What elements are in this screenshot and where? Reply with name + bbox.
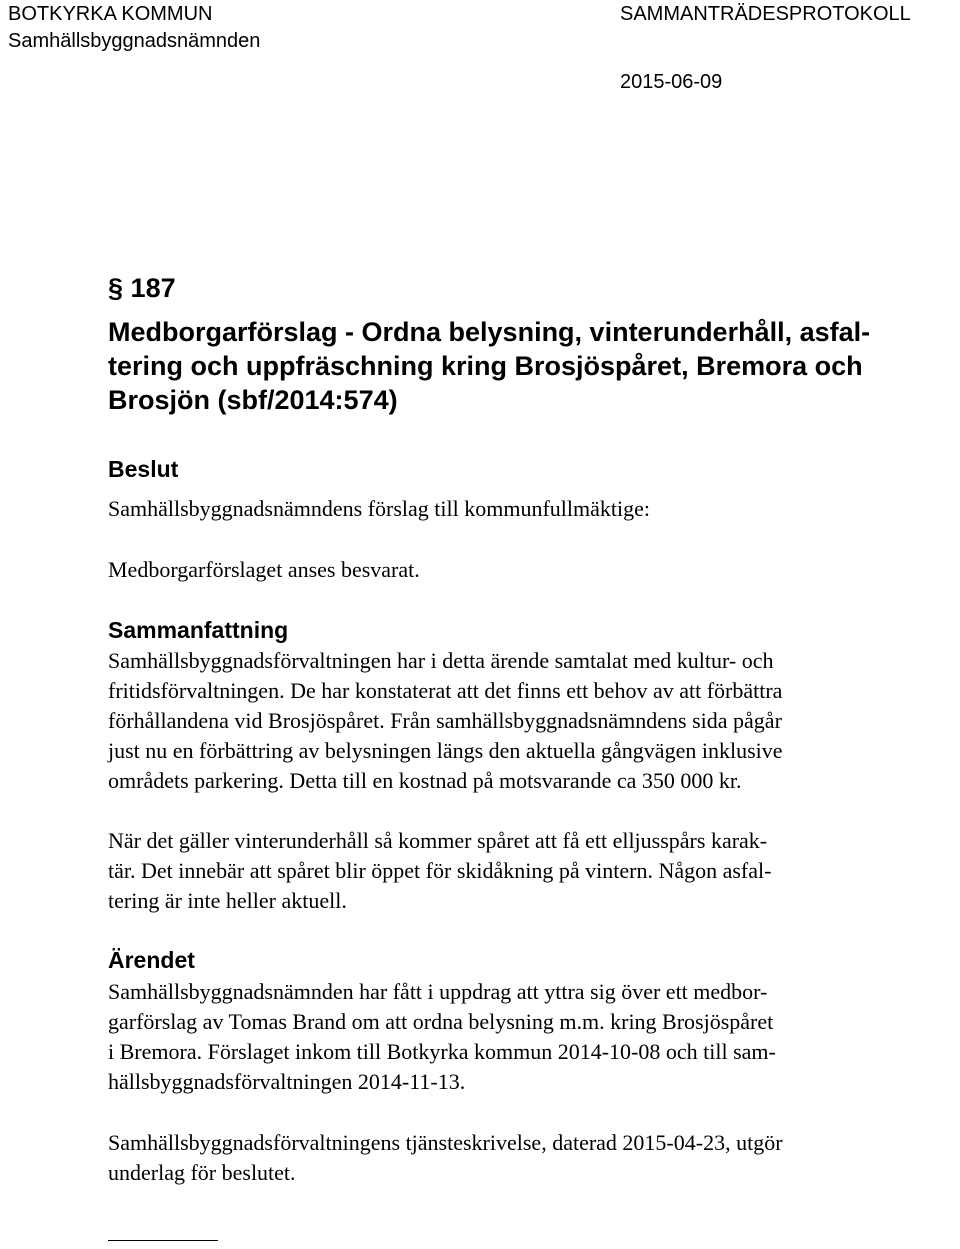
item-title-line: Brosjön (sbf/2014:574)	[108, 385, 398, 415]
text-line: i Bremora. Förslaget inkom till Botkyrka kommun 2014-10-08 och till sam-	[108, 1039, 776, 1064]
item-title-line: Medborgarförslag - Ordna belysning, vinterunderhåll, asfal-	[108, 317, 871, 347]
text-line: När det gäller vinterunderhåll så kommer spåret att få ett elljusspårs karak-	[108, 828, 768, 853]
text-line: områdets parkering. Detta till en kostnad på motsvarande ca 350 000 kr.	[108, 768, 742, 793]
meeting-date: 2015-06-09	[620, 71, 723, 93]
arendet-heading: Ärendet	[108, 947, 195, 973]
text-line: Samhällsbyggnadsförvaltningen har i detta ärende samtalat med kultur- och	[108, 648, 774, 673]
beslut-line: Medborgarförslaget anses besvarat.	[108, 557, 420, 582]
text-line: underlag för beslutet.	[108, 1160, 296, 1185]
board-name: Samhällsbyggnadsnämnden	[8, 30, 261, 52]
text-line: fritidsförvaltningen. De har konstaterat att det finns ett behov av att förbättra	[108, 678, 783, 703]
item-title	[108, 315, 870, 417]
sammanfattning-paragraph-2	[108, 826, 771, 916]
text-line: förhållandena vid Brosjöspåret. Från samhällsbyggnadsnämndens sida pågår	[108, 708, 782, 733]
text-line: just nu en förbättring av belysningen längs den aktuella gångvägen inklusive	[108, 738, 783, 763]
arendet-paragraph-1	[108, 977, 776, 1097]
beslut-line: Samhällsbyggnadsnämndens förslag till kommunfullmäktige:	[108, 496, 650, 521]
item-title-line: tering och uppfräschning kring Brosjöspåret, Bremora och	[108, 351, 863, 381]
document-type: SAMMANTRÄDESPROTOKOLL	[620, 3, 911, 25]
text-line: garförslag av Tomas Brand om att ordna belysning m.m. kring Brosjöspåret	[108, 1009, 774, 1034]
sammanfattning-heading: Sammanfattning	[108, 617, 289, 643]
text-line: hällsbyggnadsförvaltningen 2014-11-13.	[108, 1069, 466, 1094]
arendet-paragraph-2	[108, 1128, 783, 1188]
text-line: tering är inte heller aktuell.	[108, 888, 347, 913]
text-line: Samhällsbyggnadsförvaltningens tjänsteskrivelse, daterad 2015-04-23, utgör	[108, 1130, 783, 1155]
sammanfattning-paragraph-1	[108, 646, 783, 796]
section-number-value: 187	[130, 273, 176, 303]
section-number	[108, 271, 176, 305]
beslut-heading: Beslut	[108, 456, 179, 482]
municipality-name: BOTKYRKA KOMMUN	[8, 3, 213, 25]
section-mark: §	[108, 273, 124, 303]
footnote-separator	[108, 1240, 218, 1241]
text-line: Samhällsbyggnadsnämnden har fått i uppdrag att yttra sig över ett medbor-	[108, 979, 768, 1004]
text-line: tär. Det innebär att spåret blir öppet för skidåkning på vintern. Någon asfal-	[108, 858, 772, 883]
